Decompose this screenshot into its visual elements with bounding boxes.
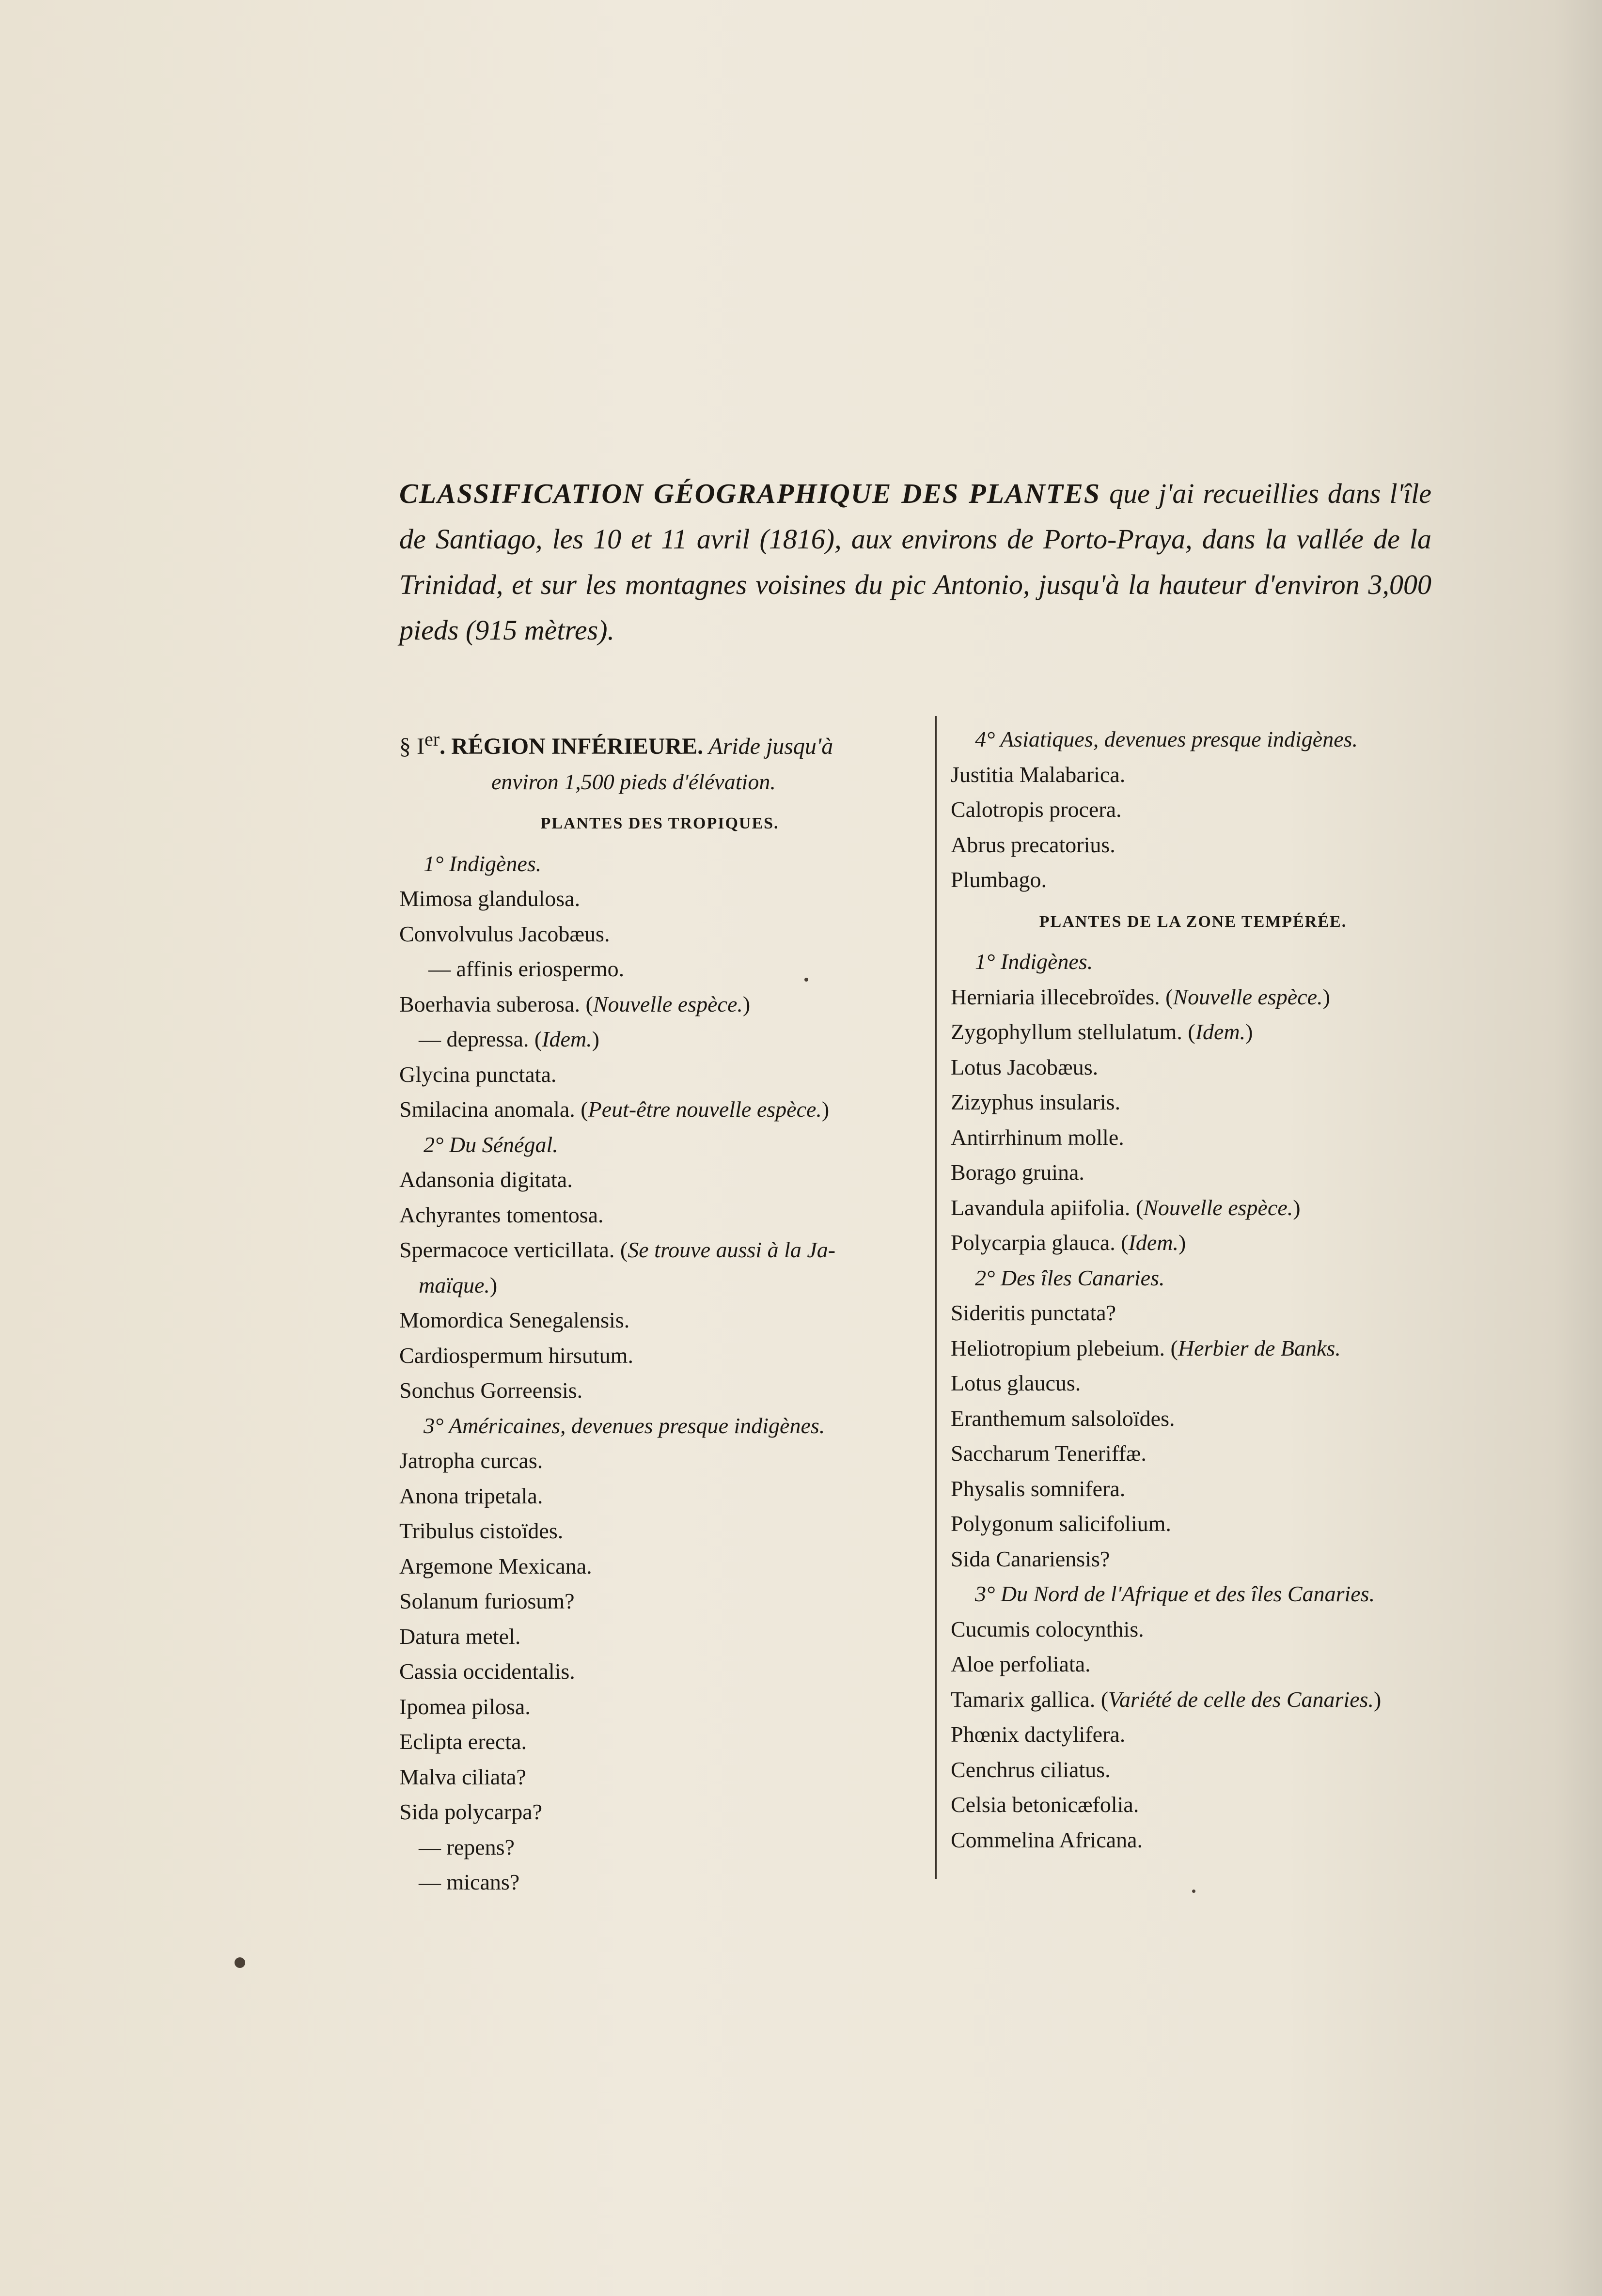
list-item: Jatropha curcas. xyxy=(399,1448,543,1473)
list-item: Argemone Mexicana. xyxy=(399,1553,592,1578)
list-item: Sonchus Gorreensis. xyxy=(399,1378,583,1403)
list-item: Zizyphus insularis. xyxy=(951,1090,1121,1114)
list-item: Celsia betonicæfolia. xyxy=(951,1792,1139,1817)
ink-spot xyxy=(804,978,808,982)
list-item: Antirrhinum molle. xyxy=(951,1125,1124,1150)
list-item: Abrus precatorius. xyxy=(951,832,1115,857)
list-item: Solanum furiosum? xyxy=(399,1589,575,1613)
list-item: Eclipta erecta. xyxy=(399,1729,527,1754)
list-item: Polygonum salicifolium. xyxy=(951,1511,1171,1536)
category-asiatiques: 4° Asiatiques, devenues presque indigènes. xyxy=(975,727,1358,751)
list-item: Cassia occidentalis. xyxy=(399,1659,575,1684)
region-heading: § Ier. RÉGION INFÉRIEURE. Aride jusqu'à xyxy=(399,728,833,759)
list-item: Spermacoce verticillata. (Se trouve aussi à la Ja- xyxy=(399,1237,836,1262)
section-plantes-temperee: PLANTES DE LA ZONE TEMPÉRÉE. xyxy=(1039,912,1347,931)
list-item: Adansonia digitata. xyxy=(399,1167,573,1192)
list-item: Plumbago. xyxy=(951,867,1047,892)
list-item: Phœnix dactylifera. xyxy=(951,1722,1126,1747)
page-title xyxy=(399,471,1431,653)
title-caps: CLASSIFICATION GÉOGRAPHIQUE DES PLANTES xyxy=(399,478,1101,509)
section-plantes-tropiques: PLANTES DES TROPIQUES. xyxy=(540,814,779,832)
list-item: Sida polycarpa? xyxy=(399,1799,543,1824)
list-item: Mimosa glandulosa. xyxy=(399,886,581,911)
list-item: Ipomea pilosa. xyxy=(399,1694,531,1719)
list-item: Boerhavia suberosa. (Nouvelle espèce.) xyxy=(399,991,751,1016)
right-column xyxy=(951,722,1435,1858)
list-item: Anona tripetala. xyxy=(399,1483,543,1508)
list-item: Momordica Senegalensis. xyxy=(399,1308,630,1332)
list-item: Saccharum Teneriffæ. xyxy=(951,1441,1147,1466)
list-item: Commelina Africana. xyxy=(951,1827,1143,1852)
category-indigenes: 1° Indigènes. xyxy=(975,949,1093,974)
list-item: Heliotropium plebeium. (Herbier de Banks. xyxy=(951,1335,1341,1360)
list-item-continuation: maïque.) xyxy=(419,1272,498,1297)
list-item: Physalis somnifera. xyxy=(951,1476,1126,1501)
list-item: Lotus Jacobæus. xyxy=(951,1054,1099,1079)
list-item: Calotropis procera. xyxy=(951,797,1122,822)
list-item: Polycarpia glauca. (Idem.) xyxy=(951,1230,1186,1255)
category-americaines: 3° Américaines, devenues presque indigènes. xyxy=(424,1413,825,1438)
list-item: Tribulus cistoïdes. xyxy=(399,1518,564,1543)
list-item: Glycina punctata. xyxy=(399,1062,557,1087)
list-item: Zygophyllum stellulatum. (Idem.) xyxy=(951,1019,1253,1044)
category-canaries: 2° Des îles Canaries. xyxy=(975,1265,1165,1290)
left-column xyxy=(399,722,920,1900)
category-nord-afrique: 3° Du Nord de l'Afrique et des îles Canaries. xyxy=(975,1581,1375,1606)
list-item: Lotus glaucus. xyxy=(951,1371,1081,1395)
title-rest: que j'ai recueillies dans l'île de Santiago, les 10 et 11 avril (1816), aux environs de Porto-Praya, dans la vallée de la Trinidad, et sur les montagnes voisines du pic Antonio, jusqu'à la hauteur d'environ 3,000 pieds (915 mètres). xyxy=(399,478,1432,646)
list-item: Eranthemum salsoloïdes. xyxy=(951,1406,1175,1431)
list-item: Borago gruina. xyxy=(951,1160,1084,1185)
list-item: Aloe perfoliata. xyxy=(951,1652,1091,1676)
list-item: Justitia Malabarica. xyxy=(951,762,1126,787)
list-item: Convolvulus Jacobæus. xyxy=(399,921,610,946)
column-divider xyxy=(935,716,937,1879)
list-item: Datura metel. xyxy=(399,1624,521,1649)
list-item: — depressa. (Idem.) xyxy=(419,1027,599,1051)
list-item: Cenchrus ciliatus. xyxy=(951,1757,1111,1782)
list-item: Sida Canariensis? xyxy=(951,1546,1110,1571)
list-item: Smilacina anomala. (Peut-être nouvelle espèce.) xyxy=(399,1097,830,1122)
category-senegal: 2° Du Sénégal. xyxy=(424,1132,558,1157)
list-item: Malva ciliata? xyxy=(399,1764,526,1789)
region-subheading: environ 1,500 pieds d'élévation. xyxy=(491,769,776,794)
list-item: — micans? xyxy=(419,1870,520,1894)
list-item: Sideritis punctata? xyxy=(951,1300,1116,1325)
category-indigenes: 1° Indigènes. xyxy=(424,851,542,876)
list-item: Achyrantes tomentosa. xyxy=(399,1202,604,1227)
ink-spot xyxy=(235,1957,245,1968)
list-item: Cardiospermum hirsutum. xyxy=(399,1343,633,1368)
ink-spot xyxy=(1192,1890,1195,1893)
list-item: Cucumis colocynthis. xyxy=(951,1616,1144,1641)
list-item: Lavandula apiifolia. (Nouvelle espèce.) xyxy=(951,1195,1301,1220)
list-item: Tamarix gallica. (Variété de celle des Canaries.) xyxy=(951,1687,1382,1712)
list-item: Herniaria illecebroïdes. (Nouvelle espèce.) xyxy=(951,984,1330,1009)
list-item: — affinis eriospermo. xyxy=(428,956,625,981)
list-item: — repens? xyxy=(419,1834,515,1859)
